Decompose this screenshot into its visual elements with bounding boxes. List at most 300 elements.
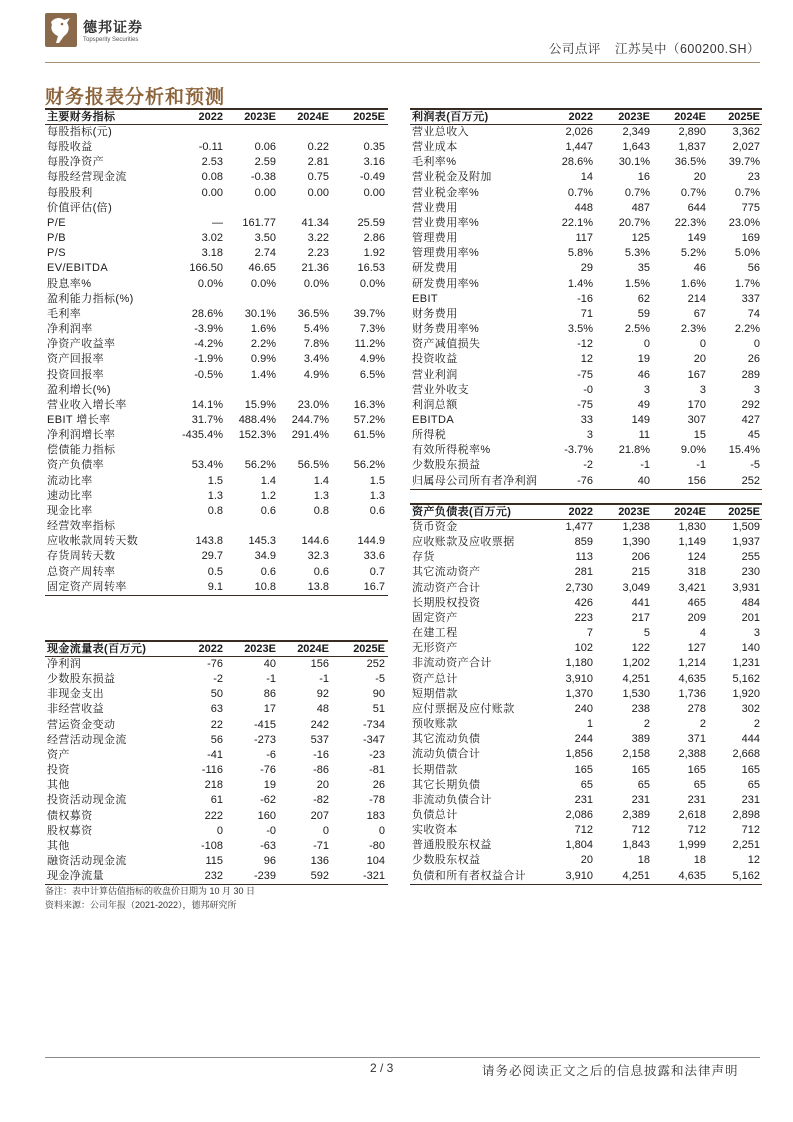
column-header: 2023E [244,643,276,655]
cell-value: 1,856 [565,748,593,761]
cell-value: 307 [687,413,706,426]
row-label: 净利润增长率 [47,429,116,442]
row-label: 财务费用 [412,307,458,320]
cell-value: 0.7% [734,186,760,199]
cell-value: 29.7 [201,550,223,563]
cell-value: 223 [574,611,593,624]
cell-value [276,125,329,140]
table-row [410,246,762,261]
cell-value: 125 [631,232,650,245]
cell-value: 149 [631,413,650,426]
cell-value: 3.5% [567,323,593,336]
cell-value: -23 [369,748,385,761]
row-label: 资产总计 [412,672,458,685]
cell-value: 252 [366,658,385,670]
cell-value: 217 [631,611,650,624]
table-row [45,413,388,428]
table-row [410,581,762,596]
cell-value: 56.2% [353,459,385,472]
cell-value: 5,162 [732,672,760,685]
cell-value: 371 [687,733,706,746]
column-header: 2025E [353,643,385,655]
cell-value: 117 [575,232,593,245]
cell-value: 18 [693,854,706,867]
table-header-row [410,110,762,125]
cell-value: 113 [575,551,593,564]
cell-value: 65 [747,778,760,791]
cell-value: 115 [205,855,223,868]
row-label: 非现金支出 [47,688,104,701]
section-row [45,125,388,140]
row-label: 实收资本 [412,824,458,837]
row-label: 经营效率指标 [47,520,116,533]
table-row [410,656,762,671]
cell-value: 289 [741,368,760,381]
table-row [410,261,762,276]
cell-value: 166.50 [189,262,223,275]
cell-value: 712 [741,824,760,837]
cell-value: 35 [637,262,650,275]
cell-value: 26 [372,779,385,792]
cell-value: 3 [643,383,650,396]
row-label: 其他 [47,779,70,792]
cell-value: 2,026 [565,126,593,138]
cell-value: -78 [369,794,385,807]
cell-value [329,443,388,458]
table-row [410,550,762,565]
cell-value: 0.7% [680,186,706,199]
table-row [410,125,762,140]
row-label: 营业利润 [412,368,458,381]
cell-value: 29 [580,262,593,275]
cell-value: 46.65 [248,262,276,275]
column-header: 2025E [728,111,760,123]
table-row [45,458,388,473]
table-row [410,155,762,170]
cell-value: 2.59 [254,156,276,169]
row-label: 每股收益 [47,141,93,154]
cell-value: 65 [580,778,593,791]
row-label: 经营活动现金流 [47,733,127,746]
table-row [410,687,762,702]
cell-value: 712 [687,824,706,837]
table-row [45,748,388,763]
cell-value: 1.3 [369,489,385,502]
cell-value: 0.6 [313,565,329,578]
page-number: 2 / 3 [370,1061,394,1075]
cell-value: 0.7 [369,565,385,578]
cell-value: 1.5 [369,474,385,487]
cell-value: 57.2% [353,413,385,426]
cell-value: 337 [741,292,760,305]
cell-value: 19 [637,353,650,366]
table-row [410,793,762,808]
cell-value: 1,937 [732,536,760,549]
row-label: 其它流动资产 [412,566,481,579]
cell-value: 302 [741,702,760,715]
column-header: 2022 [568,506,593,518]
cell-value: 218 [204,779,223,792]
cell-value: 4,635 [678,869,706,882]
cell-value: -321 [362,870,385,883]
row-label: 现金比率 [47,504,93,517]
row-label: 盈利增长(%) [47,383,111,396]
cell-value: 22.1% [561,216,593,229]
main-indicators-table [45,108,388,596]
cell-value: 169 [741,232,760,245]
row-label: 少数股东损益 [47,673,116,686]
table-row [45,702,388,717]
cell-value: 0.6 [260,565,276,578]
cell-value: 90 [372,688,385,701]
cell-value [223,125,276,140]
cell-value: 3,049 [622,581,650,594]
cell-value: 5,162 [732,869,760,882]
cell-value: -239 [253,870,276,883]
row-label: 现金净流量 [47,870,104,883]
cell-value: -435.4% [182,429,223,442]
row-label: 非流动资产合计 [412,657,492,670]
cell-value: 0.9% [250,353,276,366]
row-label: 少数股东权益 [412,854,481,867]
cell-value: 1,920 [732,687,760,700]
table-row [410,565,762,580]
cell-value: 487 [631,201,650,214]
column-header: 2025E [728,506,760,518]
cell-value: 1,370 [565,687,593,700]
table-row [410,702,762,717]
cell-value: 16 [637,171,650,184]
column-header: 2024E [674,506,706,518]
cell-value: 20 [693,171,706,184]
cell-value: 0 [753,338,760,351]
table-row [45,763,388,778]
row-label: 毛利率 [47,307,82,320]
table-row [410,337,762,352]
cell-value: 40 [637,474,650,487]
cell-value: 36.5% [297,307,329,320]
table-row [45,231,388,246]
row-label: 利润总额 [412,398,458,411]
cell-value: 28.6% [561,156,593,169]
section-row [45,519,388,534]
row-label: 股权募资 [47,824,93,837]
cell-value: 231 [741,793,760,806]
cell-value: 15 [693,429,706,442]
cell-value: 2.23 [307,247,329,260]
cell-value: 1,830 [678,521,706,533]
cell-value: 0.0% [250,277,276,290]
cell-value [276,519,329,534]
cell-value: -82 [313,794,329,807]
footer-divider [45,1057,760,1058]
cell-value: 4,251 [622,869,650,882]
cell-value: 255 [741,551,760,564]
row-label: 归属母公司所有者净利润 [412,474,538,487]
cell-value: 161.77 [242,216,276,229]
cell-value: 2,898 [732,808,760,821]
cell-value: 2.86 [363,232,385,245]
cell-value: 12 [580,353,593,366]
cell-value: 238 [631,702,650,715]
cell-value: 7 [586,627,593,640]
row-label: 其他 [47,839,70,852]
cell-value: 122 [631,642,650,655]
table-row [45,504,388,519]
cell-value: 33 [580,413,593,426]
cell-value: 15.9% [244,398,276,411]
row-label: 资产回报率 [47,353,104,366]
valuation-note: 备注：表中计算估值指标的收盘价日期为 10 月 30 日 [45,886,256,896]
row-label: EBIT 增长率 [47,413,111,426]
cell-value: 152.3% [238,429,276,442]
table-row [410,853,762,868]
cell-value: 222 [204,809,223,822]
cell-value: 3.4% [303,353,329,366]
cell-value: -16 [577,292,593,305]
cell-value: 230 [741,566,760,579]
table-row [410,778,762,793]
table-row [45,733,388,748]
table-row [410,823,762,838]
table-row [45,824,388,839]
row-label: 净资产收益率 [47,338,116,351]
balance-sheet-table [410,503,762,885]
row-label: 应付票据及应付账款 [412,702,515,715]
cell-value: 3,362 [732,126,760,138]
cell-value [223,201,276,216]
cell-value: 5.2% [680,247,706,260]
cell-value: 0.35 [363,141,385,154]
table-row [45,580,388,595]
row-label: 资产减值损失 [412,338,481,351]
cell-value [171,125,223,140]
cell-value: 40 [263,658,276,670]
row-label: 研发费用 [412,262,458,275]
cell-value: 0 [699,338,706,351]
table-row [410,763,762,778]
column-header: 2024E [297,111,329,123]
cell-value: -0.38 [250,171,276,184]
cell-value: 20 [316,779,329,792]
cell-value: -0 [266,824,276,837]
cell-value: 33.6 [363,550,385,563]
cell-value: 34.9 [254,550,276,563]
row-label: 负债总计 [412,808,458,821]
cell-value: 1 [586,718,593,731]
cell-value: 39.7% [353,307,385,320]
cell-value: 36.5% [674,156,706,169]
cell-value: -415 [253,718,276,731]
cell-value: 1,231 [732,657,760,670]
section-row [45,292,388,307]
table-row [410,368,762,383]
cell-value: 23.0% [728,216,760,229]
cell-value: -1.9% [194,353,223,366]
cell-value [171,383,223,398]
cell-value: 45 [747,429,760,442]
cell-value: -0.11 [198,141,223,154]
cell-value: 0.06 [254,141,276,154]
cell-value: 207 [310,809,329,822]
row-label: 营业外收支 [412,383,469,396]
cell-value: 156 [310,658,329,670]
cell-value: 0 [378,824,385,837]
cell-value: 2.5% [624,323,650,336]
row-label: 少数股东损益 [412,459,481,472]
row-label: 存货周转天数 [47,550,116,563]
cell-value: 2,251 [732,839,760,852]
table-row [410,747,762,762]
row-label: 每股经营现金流 [47,171,127,184]
bird-logo-icon [45,13,77,47]
row-label: 盈利能力指标(%) [47,292,134,305]
cell-value: 2,890 [678,126,706,138]
cell-value: -1 [640,459,650,472]
cell-value: -1 [319,673,329,686]
row-label: 营业费用 [412,201,458,214]
cell-value [223,443,276,458]
cell-value: 3.18 [201,247,223,260]
cell-value: 25.59 [357,216,385,229]
row-label: 资产 [47,748,70,761]
cell-value: 5.0% [734,247,760,260]
cell-value: -63 [260,839,276,852]
table-row [410,352,762,367]
row-label: 资产负债率 [47,459,104,472]
row-label: P/B [47,232,66,245]
table-row [45,809,388,824]
table-row [45,474,388,489]
cell-value: 0.5 [207,565,223,578]
column-header: 2023E [244,111,276,123]
cell-value: 2.3% [680,323,706,336]
table-row [45,155,388,170]
cell-value: 206 [631,551,650,564]
table-row [45,216,388,231]
cell-value [329,125,388,140]
row-label: 投资收益 [412,353,458,366]
row-label: 营业总收入 [412,126,469,138]
cell-value: 0.0% [303,277,329,290]
cell-value: 252 [741,474,760,487]
row-label: 应收帐款周转天数 [47,535,139,548]
cell-value: 278 [687,702,706,715]
cell-value [223,292,276,307]
cell-value: 67 [693,307,706,320]
cell-value: 2,668 [732,748,760,761]
cell-value [329,292,388,307]
cell-value: 21.36 [301,262,329,275]
cell-value: 1.5 [207,474,223,487]
cell-value: 2,158 [622,748,650,761]
cell-value: 2.53 [201,156,223,169]
table-row [410,231,762,246]
row-label: 营业收入增长率 [47,398,127,411]
cell-value: 244 [574,733,593,746]
cell-value: 156 [687,474,706,487]
cell-value: 10.8 [254,580,276,593]
row-label: 每股指标(元) [47,126,113,138]
cell-value: 165 [574,763,593,776]
cell-value [329,519,388,534]
cell-value: 9.0% [680,444,706,457]
cell-value: 1.3 [207,489,223,502]
row-label: 管理费用 [412,232,458,245]
row-label: 长期借款 [412,763,458,776]
cell-value: 1.92 [363,247,385,260]
table-row [410,596,762,611]
column-header: 2022 [568,111,593,123]
table-row [45,170,388,185]
cell-value: 127 [687,642,706,655]
cell-value: -4.2% [194,338,223,351]
cell-value: -16 [313,748,329,761]
cell-value: 170 [687,398,706,411]
cell-value: 46 [637,368,650,381]
cell-value: 5.4% [303,323,329,336]
cell-value: 5 [643,627,650,640]
row-label: EV/EBITDA [47,262,109,275]
company-logo [45,13,155,49]
cell-value: 3 [753,627,760,640]
table-row [410,292,762,307]
section-row [45,383,388,398]
cell-value: 318 [687,566,706,579]
cell-value [329,383,388,398]
cell-value: 59 [637,307,650,320]
cell-value: 56 [747,262,760,275]
logo-name-en: Topsperity Securities [83,37,139,43]
cell-value: 56.5% [297,459,329,472]
row-label: 每股股利 [47,186,93,199]
cell-value: 232 [204,870,223,883]
table-row [45,869,388,884]
cell-value: 1.4% [567,277,593,290]
table-row [410,611,762,626]
cell-value: 859 [574,536,593,549]
row-label: 无形资产 [412,642,458,655]
cell-value [276,383,329,398]
row-label: 总资产周转率 [47,565,116,578]
table-row [45,322,388,337]
cell-value: 0.75 [307,171,329,184]
cell-value: 2 [643,718,650,731]
table-row [45,793,388,808]
cell-value: 49 [637,398,650,411]
cell-value: -80 [369,839,385,852]
cell-value: 3.22 [307,232,329,245]
cell-value: 16.53 [357,262,385,275]
cell-value: 4.9% [359,353,385,366]
column-header: 2024E [674,111,706,123]
cell-value: -1 [266,673,276,686]
cell-value: 145.3 [248,535,276,548]
table-row [410,413,762,428]
table-header-row [410,505,762,520]
row-label: 价值评估(倍) [47,201,113,214]
cell-value: -6 [266,748,276,761]
cell-value: 21.8% [618,444,650,457]
cell-value: 16.7 [363,580,385,593]
table-row [410,307,762,322]
cell-value: 1,643 [622,141,650,154]
cell-value: 46 [693,262,706,275]
cell-value: -75 [577,398,593,411]
table-row [410,443,762,458]
row-label: 流动负债合计 [412,748,481,761]
table-row [410,520,762,535]
